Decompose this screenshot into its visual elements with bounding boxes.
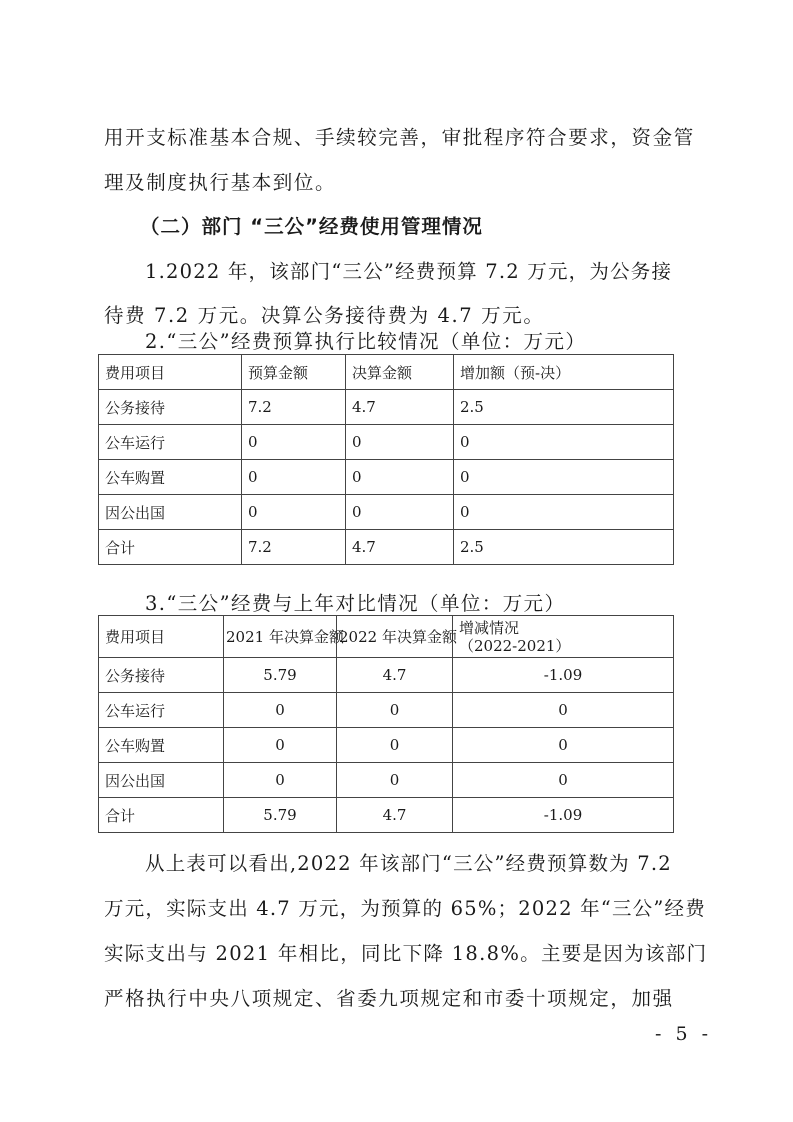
table-header-row bbox=[99, 616, 674, 658]
table-cell: 0 bbox=[224, 728, 337, 763]
table2-caption: 3.“三公”经费与上年对比情况（单位：万元） bbox=[145, 592, 566, 615]
table-row bbox=[99, 658, 674, 693]
table-row bbox=[99, 390, 674, 425]
table-cell: 因公出国 bbox=[99, 495, 242, 530]
header-cell-line: （2022-2021） bbox=[459, 636, 571, 655]
table-cell: 0 bbox=[346, 495, 454, 530]
table-cell: 0 bbox=[242, 425, 346, 460]
body-text-line: 万元，实际支出 4.7 万元，为预算的 65%；2022 年“三公”经费 bbox=[104, 897, 706, 920]
body-text-line: 1.2022 年，该部门“三公”经费预算 7.2 万元，为公务接 bbox=[145, 260, 673, 283]
body-text-line: 从上表可以看出,2022 年该部门“三公”经费预算数为 7.2 bbox=[145, 852, 672, 875]
table-header-row bbox=[99, 355, 674, 390]
table-row bbox=[99, 460, 674, 495]
table-cell: 0 bbox=[453, 728, 674, 763]
table-cell: 4.7 bbox=[346, 390, 454, 425]
section-heading: （二）部门 “三公”经费使用管理情况 bbox=[140, 215, 483, 238]
header-cell: 增加额（预-决） bbox=[454, 355, 674, 390]
table-cell: 合计 bbox=[99, 530, 242, 565]
table-cell: 0 bbox=[242, 495, 346, 530]
table-cell: 公车运行 bbox=[99, 425, 242, 460]
table-total-row bbox=[99, 798, 674, 833]
body-text-line: 用开支标准基本合规、手续较完善，审批程序符合要求，资金管 bbox=[104, 126, 695, 149]
table-cell: 公务接待 bbox=[99, 390, 242, 425]
table-cell: 0 bbox=[453, 693, 674, 728]
table-cell: 公车运行 bbox=[99, 693, 224, 728]
table-cell: 0 bbox=[453, 763, 674, 798]
table-cell: 0 bbox=[224, 763, 337, 798]
body-text-line: 待费 7.2 万元。决算公务接待费为 4.7 万元。 bbox=[104, 304, 545, 327]
body-text-line: 严格执行中央八项规定、省委九项规定和市委十项规定，加强 bbox=[104, 987, 674, 1010]
table-cell: 0 bbox=[337, 693, 453, 728]
table-cell: 0 bbox=[454, 425, 674, 460]
table-cell: 4.7 bbox=[337, 658, 453, 693]
table-row bbox=[99, 693, 674, 728]
table-cell: -1.09 bbox=[453, 798, 674, 833]
header-cell-line: 增减情况 bbox=[459, 618, 520, 637]
table-cell: 0 bbox=[346, 460, 454, 495]
table-total-row bbox=[99, 530, 674, 565]
header-cell: 2022 年决算金额 bbox=[337, 616, 453, 658]
table-row bbox=[99, 763, 674, 798]
table-cell: 0 bbox=[337, 763, 453, 798]
table-cell: 0 bbox=[346, 425, 454, 460]
table-cell: 2.5 bbox=[454, 530, 674, 565]
table-cell: 0 bbox=[224, 693, 337, 728]
table-cell: 2.5 bbox=[454, 390, 674, 425]
table-cell: 0 bbox=[454, 460, 674, 495]
table-row bbox=[99, 495, 674, 530]
budget-execution-table bbox=[98, 354, 674, 565]
table-cell: 4.7 bbox=[346, 530, 454, 565]
table-cell: 0 bbox=[242, 460, 346, 495]
table-cell: 0 bbox=[337, 728, 453, 763]
body-text-line: 理及制度执行基本到位。 bbox=[104, 171, 337, 194]
table-cell: 0 bbox=[454, 495, 674, 530]
header-cell: 费用项目 bbox=[99, 616, 224, 658]
page-number: - 5 - bbox=[655, 1023, 713, 1045]
table-cell: 5.79 bbox=[224, 658, 337, 693]
table1-caption: 2.“三公”经费预算执行比较情况（单位：万元） bbox=[145, 330, 587, 353]
table-cell: 公车购置 bbox=[99, 460, 242, 495]
header-cell: 预算金额 bbox=[242, 355, 346, 390]
header-cell: 2021 年决算金额 bbox=[224, 616, 337, 658]
table-row bbox=[99, 728, 674, 763]
table-cell: 公车购置 bbox=[99, 728, 224, 763]
table-row bbox=[99, 425, 674, 460]
year-comparison-table bbox=[98, 615, 674, 833]
table-cell: 合计 bbox=[99, 798, 224, 833]
body-text-line: 实际支出与 2021 年相比，同比下降 18.8%。主要是因为该部门 bbox=[104, 942, 708, 965]
header-cell bbox=[453, 616, 674, 658]
header-cell: 决算金额 bbox=[346, 355, 454, 390]
table-cell: 公务接待 bbox=[99, 658, 224, 693]
table-cell: 5.79 bbox=[224, 798, 337, 833]
header-cell: 费用项目 bbox=[99, 355, 242, 390]
table-cell: 7.2 bbox=[242, 390, 346, 425]
table-cell: 4.7 bbox=[337, 798, 453, 833]
table-cell: 因公出国 bbox=[99, 763, 224, 798]
table-cell: 7.2 bbox=[242, 530, 346, 565]
table-cell: -1.09 bbox=[453, 658, 674, 693]
